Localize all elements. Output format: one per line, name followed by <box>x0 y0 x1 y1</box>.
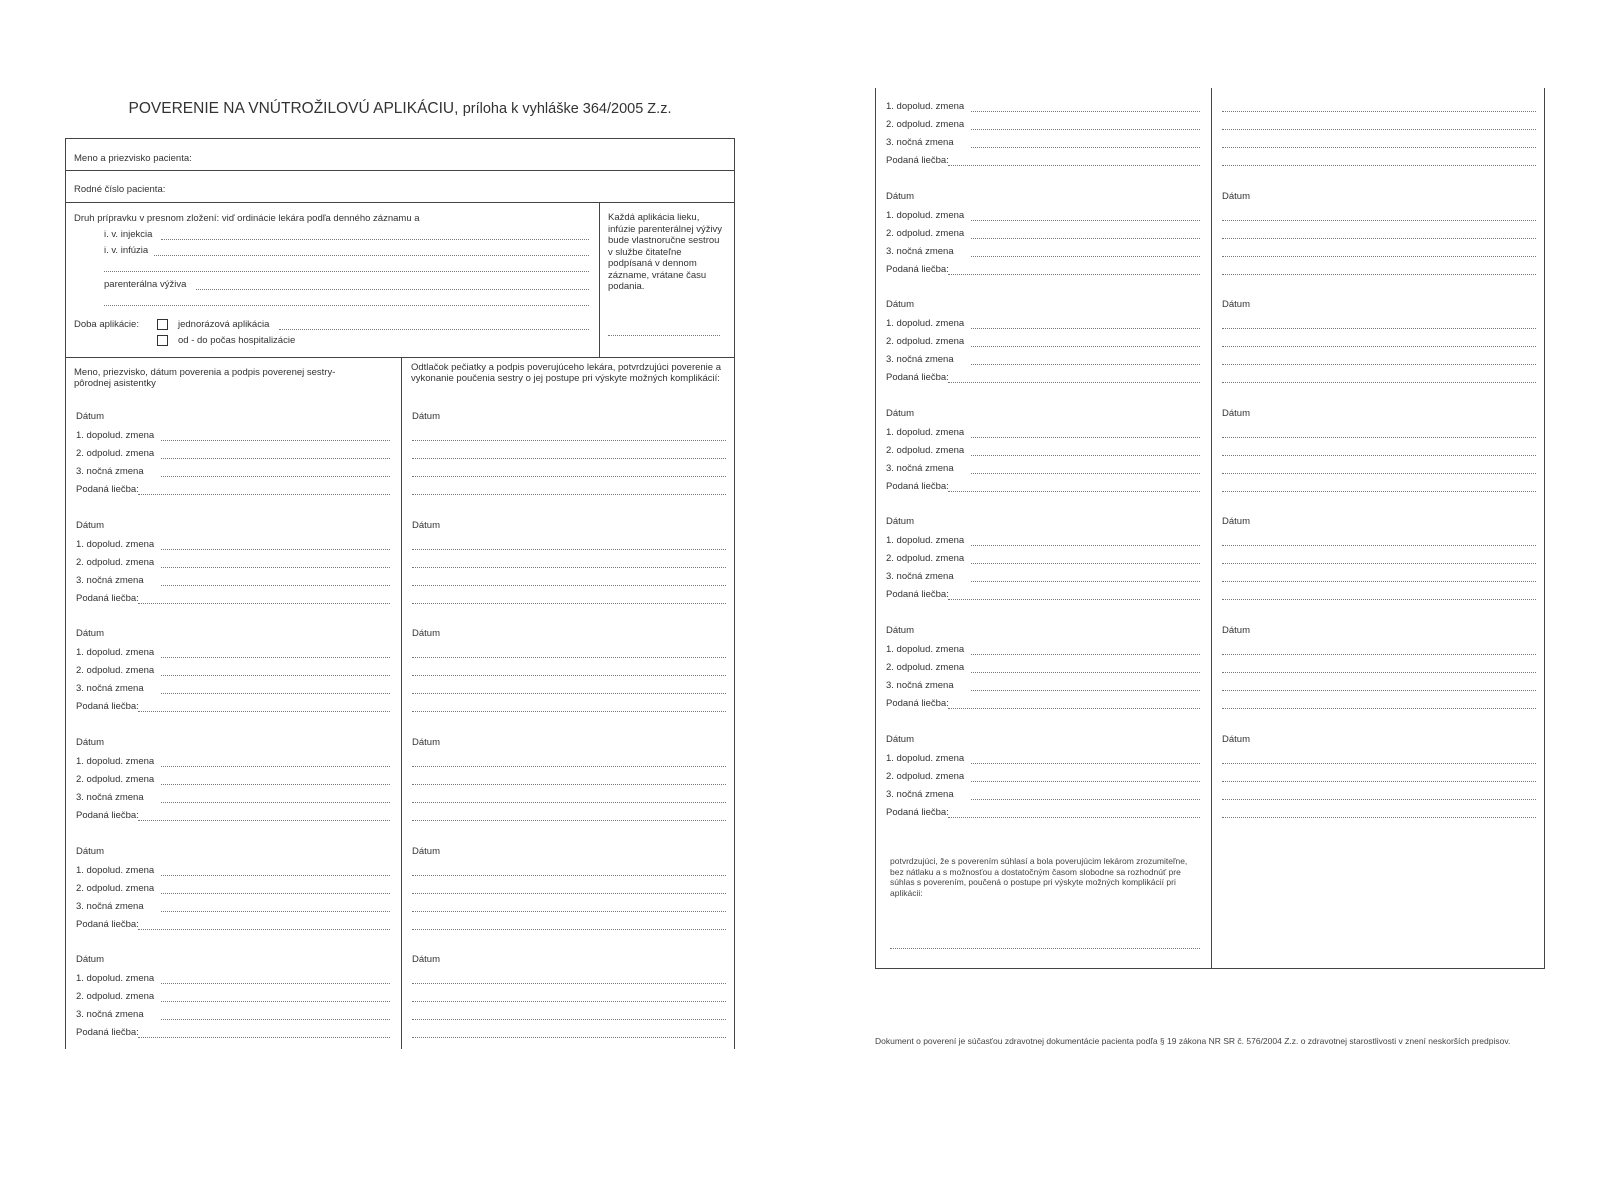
entry-field-treatment[interactable] <box>948 382 1200 383</box>
entry-field-shift1[interactable] <box>971 545 1200 546</box>
entry-field-right-treatment[interactable] <box>1222 817 1536 818</box>
entry-label-shift2: 2. odpolud. zmena <box>76 557 155 568</box>
entry-label-date-right: Dátum <box>412 628 440 639</box>
entry-label-shift3: 3. nočná zmena <box>886 246 954 257</box>
iv-injection-field[interactable] <box>161 239 589 240</box>
entry-field-treatment[interactable] <box>948 599 1200 600</box>
entry-field-shift3[interactable] <box>971 147 1200 148</box>
patient-id-row <box>66 171 734 203</box>
form-left-page <box>65 138 735 1049</box>
blank-line-1[interactable] <box>104 271 589 272</box>
entry-field-right-treatment[interactable] <box>412 494 726 495</box>
entry-field-right-shift2[interactable] <box>412 1001 726 1002</box>
entry-label-date-right: Dátum <box>412 954 440 965</box>
entry-field-shift3[interactable] <box>971 799 1200 800</box>
confirmation-signature-line[interactable] <box>890 948 1200 949</box>
entry-field-right-shift1[interactable] <box>412 657 726 658</box>
single-application-label: jednorázová aplikácia <box>178 319 270 330</box>
entry-label-shift3: 3. nočná zmena <box>886 463 954 474</box>
entry-field-shift2[interactable] <box>971 781 1200 782</box>
entry-label-shift2: 2. odpolud. zmena <box>76 883 155 894</box>
entry-field-right-treatment[interactable] <box>412 603 726 604</box>
entry-label-shift1: 1. dopolud. zmena <box>76 756 155 767</box>
entry-label-shift1: 1. dopolud. zmena <box>886 427 965 438</box>
entry-label-shift2: 2. odpolud. zmena <box>76 991 155 1002</box>
entry-label-date: Dátum <box>886 734 914 745</box>
entry-label-shift3: 3. nočná zmena <box>886 137 954 148</box>
entry-label-shift1: 1. dopolud. zmena <box>76 973 155 984</box>
entry-field-shift3[interactable] <box>971 581 1200 582</box>
entry-field-right-shift1[interactable] <box>1222 328 1536 329</box>
entry-label-shift2: 2. odpolud. zmena <box>886 228 965 239</box>
entry-field-treatment[interactable] <box>948 165 1200 166</box>
entry-label-shift3: 3. nočná zmena <box>76 901 144 912</box>
title-main: POVERENIE NA VNÚTROŽILOVÚ APLIKÁCIU, <box>128 100 459 117</box>
entry-field-shift3[interactable] <box>971 473 1200 474</box>
entry-field-shift3[interactable] <box>971 364 1200 365</box>
entry-label-date: Dátum <box>886 625 914 636</box>
entry-field-treatment[interactable] <box>138 603 390 604</box>
entry-field-right-shift3[interactable] <box>412 476 726 477</box>
entry-field-right-shift2[interactable] <box>412 893 726 894</box>
entry-label-shift2: 2. odpolud. zmena <box>886 771 965 782</box>
entry-label-date: Dátum <box>886 299 914 310</box>
entry-field-shift1[interactable] <box>161 766 390 767</box>
entry-field-right-treatment[interactable] <box>1222 382 1536 383</box>
entry-field-treatment[interactable] <box>138 494 390 495</box>
title-sub: príloha k vyhláške 364/2005 Z.z. <box>462 101 672 117</box>
entry-label-treatment: Podaná liečba: <box>76 919 139 930</box>
entry-field-right-shift3[interactable] <box>412 693 726 694</box>
patient-id-label: Rodné číslo pacienta: <box>74 184 166 195</box>
drug-details <box>66 203 599 357</box>
entry-label-shift1: 1. dopolud. zmena <box>76 539 155 550</box>
hospitalization-checkbox[interactable] <box>157 335 168 346</box>
entry-field-right-shift1[interactable] <box>1222 437 1536 438</box>
entry-field-shift1[interactable] <box>971 763 1200 764</box>
drug-side-note <box>599 203 734 357</box>
entry-field-shift2[interactable] <box>161 784 390 785</box>
entry-field-right-shift2[interactable] <box>1222 346 1536 347</box>
entry-field-shift3[interactable] <box>161 693 390 694</box>
entry-field-right-shift3[interactable] <box>412 802 726 803</box>
side-note-signature-line[interactable] <box>608 335 720 336</box>
parenteral-label: parenterálna výživa <box>104 279 187 290</box>
entry-field-right-shift3[interactable] <box>1222 147 1536 148</box>
entry-label-treatment: Podaná liečba: <box>886 589 949 600</box>
entry-label-treatment: Podaná liečba: <box>76 810 139 821</box>
entry-label-date: Dátum <box>76 411 104 422</box>
entry-field-shift2[interactable] <box>161 893 390 894</box>
entry-field-treatment[interactable] <box>948 274 1200 275</box>
entry-label-shift1: 1. dopolud. zmena <box>886 644 965 655</box>
entry-field-shift1[interactable] <box>161 875 390 876</box>
entry-field-right-shift1[interactable] <box>412 440 726 441</box>
entry-label-shift3: 3. nočná zmena <box>76 466 144 477</box>
right-column-divider <box>1211 88 1212 968</box>
entry-field-treatment[interactable] <box>138 929 390 930</box>
entry-label-shift2: 2. odpolud. zmena <box>886 553 965 564</box>
duration-label: Doba aplikácie: <box>74 319 139 330</box>
entry-label-date: Dátum <box>76 628 104 639</box>
entry-field-shift1[interactable] <box>971 437 1200 438</box>
entry-label-date-right: Dátum <box>412 520 440 531</box>
entry-field-shift1[interactable] <box>161 983 390 984</box>
patient-name-label: Meno a priezvisko pacienta: <box>74 153 192 164</box>
entry-label-date-right: Dátum <box>412 737 440 748</box>
entry-field-right-shift3[interactable] <box>1222 473 1536 474</box>
entry-field-right-treatment[interactable] <box>412 711 726 712</box>
entry-field-right-shift2[interactable] <box>1222 781 1536 782</box>
entry-label-shift3: 3. nočná zmena <box>886 680 954 691</box>
entry-field-right-treatment[interactable] <box>1222 165 1536 166</box>
entry-field-shift3[interactable] <box>161 585 390 586</box>
entry-field-treatment[interactable] <box>948 708 1200 709</box>
entry-field-right-shift1[interactable] <box>1222 111 1536 112</box>
entry-field-treatment[interactable] <box>948 491 1200 492</box>
entry-field-shift3[interactable] <box>161 1019 390 1020</box>
entry-field-shift2[interactable] <box>971 346 1200 347</box>
entry-label-date-right: Dátum <box>412 411 440 422</box>
entry-field-shift1[interactable] <box>161 549 390 550</box>
entry-label-date: Dátum <box>886 516 914 527</box>
entry-label-shift3: 3. nočná zmena <box>886 354 954 365</box>
drug-section <box>66 203 734 358</box>
entry-label-treatment: Podaná liečba: <box>76 593 139 604</box>
entry-field-right-shift3[interactable] <box>1222 799 1536 800</box>
column-divider <box>401 358 402 1049</box>
entry-field-shift1[interactable] <box>971 328 1200 329</box>
entry-label-date-right: Dátum <box>1222 625 1250 636</box>
entry-field-shift3[interactable] <box>161 911 390 912</box>
entry-label-date-right: Dátum <box>1222 516 1250 527</box>
entry-label-shift2: 2. odpolud. zmena <box>76 665 155 676</box>
entry-field-shift2[interactable] <box>161 675 390 676</box>
parenteral-field[interactable] <box>196 289 589 290</box>
entry-field-right-shift3[interactable] <box>412 911 726 912</box>
entry-label-shift3: 3. nočná zmena <box>886 571 954 582</box>
entry-field-shift1[interactable] <box>161 440 390 441</box>
entry-label-shift1: 1. dopolud. zmena <box>886 753 965 764</box>
entry-label-date: Dátum <box>886 191 914 202</box>
entry-field-right-treatment[interactable] <box>1222 274 1536 275</box>
entry-field-shift2[interactable] <box>971 455 1200 456</box>
entry-field-right-shift3[interactable] <box>1222 581 1536 582</box>
entry-label-date-right: Dátum <box>1222 734 1250 745</box>
entry-field-shift2[interactable] <box>161 1001 390 1002</box>
entry-field-right-shift2[interactable] <box>1222 129 1536 130</box>
entry-label-shift3: 3. nočná zmena <box>76 792 144 803</box>
entry-label-shift1: 1. dopolud. zmena <box>886 210 965 221</box>
blank-line-2[interactable] <box>104 305 589 306</box>
hospitalization-label: od - do počas hospitalizácie <box>178 335 296 346</box>
entry-label-shift2: 2. odpolud. zmena <box>886 119 965 130</box>
entry-field-right-treatment[interactable] <box>412 929 726 930</box>
side-note-text: Každá aplikácia lieku, infúzie parenterálnej výživy bude vlastnoručne sestrou v službe čitateľne podpísaná v dennom zázname, vrátane času podania. <box>608 212 723 292</box>
entry-label-shift2: 2. odpolud. zmena <box>886 662 965 673</box>
column2-header: Odtlačok pečiatky a podpis poverujúceho lekára, potvrdzujúci poverenie a vykonanie poučenia sestry o jej postupe pri výskyte možných komplikácií: <box>411 362 721 384</box>
entry-label-treatment: Podaná liečba: <box>886 481 949 492</box>
entry-field-right-shift1[interactable] <box>412 549 726 550</box>
entry-label-treatment: Podaná liečba: <box>76 484 139 495</box>
entry-field-right-treatment[interactable] <box>1222 708 1536 709</box>
entry-label-shift1: 1. dopolud. zmena <box>76 430 155 441</box>
entry-field-right-treatment[interactable] <box>412 1037 726 1038</box>
drug-label: Druh prípravku v presnom zložení: viď ordinácie lekára podľa denného záznamu a <box>74 213 420 224</box>
entry-field-right-shift2[interactable] <box>1222 238 1536 239</box>
entry-field-treatment[interactable] <box>138 711 390 712</box>
entry-label-date: Dátum <box>886 408 914 419</box>
entry-label-treatment: Podaná liečba: <box>76 1027 139 1038</box>
entry-field-shift2[interactable] <box>971 129 1200 130</box>
entry-field-shift3[interactable] <box>971 256 1200 257</box>
entry-field-right-shift2[interactable] <box>412 675 726 676</box>
entry-field-shift3[interactable] <box>971 690 1200 691</box>
entry-label-date: Dátum <box>76 846 104 857</box>
entry-field-treatment[interactable] <box>138 820 390 821</box>
entry-label-shift2: 2. odpolud. zmena <box>886 336 965 347</box>
entry-field-shift3[interactable] <box>161 802 390 803</box>
entry-label-shift3: 3. nočná zmena <box>76 683 144 694</box>
entry-field-right-treatment[interactable] <box>1222 491 1536 492</box>
entry-field-shift1[interactable] <box>161 657 390 658</box>
entry-label-date-right: Dátum <box>1222 299 1250 310</box>
entry-label-shift3: 3. nočná zmena <box>76 1009 144 1020</box>
entry-label-date-right: Dátum <box>1222 191 1250 202</box>
entry-field-shift3[interactable] <box>161 476 390 477</box>
entry-field-right-shift1[interactable] <box>412 983 726 984</box>
patient-name-row <box>66 139 734 171</box>
entry-label-date: Dátum <box>76 954 104 965</box>
entry-field-right-shift2[interactable] <box>412 567 726 568</box>
entry-label-treatment: Podaná liečba: <box>886 372 949 383</box>
entry-field-shift1[interactable] <box>971 111 1200 112</box>
entry-label-date: Dátum <box>76 737 104 748</box>
entry-field-right-shift1[interactable] <box>412 875 726 876</box>
iv-infusion-field[interactable] <box>154 255 589 256</box>
entry-field-shift2[interactable] <box>971 672 1200 673</box>
entry-field-shift2[interactable] <box>971 238 1200 239</box>
entry-field-right-shift3[interactable] <box>1222 364 1536 365</box>
entry-field-shift1[interactable] <box>971 654 1200 655</box>
single-application-field[interactable] <box>279 329 589 330</box>
entry-field-right-shift1[interactable] <box>412 766 726 767</box>
entry-label-shift1: 1. dopolud. zmena <box>76 647 155 658</box>
entry-field-right-shift1[interactable] <box>1222 545 1536 546</box>
entry-label-date-right: Dátum <box>412 846 440 857</box>
entry-label-shift1: 1. dopolud. zmena <box>886 535 965 546</box>
entry-field-treatment[interactable] <box>138 1037 390 1038</box>
entry-field-right-shift3[interactable] <box>1222 690 1536 691</box>
entry-label-shift2: 2. odpolud. zmena <box>76 774 155 785</box>
entry-label-shift1: 1. dopolud. zmena <box>76 865 155 876</box>
entry-label-shift3: 3. nočná zmena <box>886 789 954 800</box>
entry-label-treatment: Podaná liečba: <box>886 155 949 166</box>
entry-field-right-shift1[interactable] <box>1222 220 1536 221</box>
form-right-page <box>875 88 1545 969</box>
entry-label-treatment: Podaná liečba: <box>886 264 949 275</box>
entry-field-right-shift1[interactable] <box>1222 763 1536 764</box>
entry-field-shift2[interactable] <box>971 563 1200 564</box>
entry-field-shift1[interactable] <box>971 220 1200 221</box>
entry-field-right-shift3[interactable] <box>1222 256 1536 257</box>
entry-label-date: Dátum <box>76 520 104 531</box>
entry-field-right-shift2[interactable] <box>412 784 726 785</box>
entry-field-right-shift2[interactable] <box>412 458 726 459</box>
entry-label-shift1: 1. dopolud. zmena <box>886 101 965 112</box>
entry-label-date-right: Dátum <box>1222 408 1250 419</box>
entry-field-right-shift3[interactable] <box>412 585 726 586</box>
entry-field-right-shift1[interactable] <box>1222 654 1536 655</box>
entry-field-right-shift2[interactable] <box>1222 672 1536 673</box>
single-application-checkbox[interactable] <box>157 319 168 330</box>
entry-field-shift2[interactable] <box>161 567 390 568</box>
entry-field-shift2[interactable] <box>161 458 390 459</box>
entry-field-treatment[interactable] <box>948 817 1200 818</box>
entry-label-shift1: 1. dopolud. zmena <box>886 318 965 329</box>
entry-label-shift2: 2. odpolud. zmena <box>886 445 965 456</box>
entry-field-right-shift2[interactable] <box>1222 563 1536 564</box>
entry-field-right-shift2[interactable] <box>1222 455 1536 456</box>
entry-label-treatment: Podaná liečba: <box>76 701 139 712</box>
page-title <box>65 100 735 118</box>
entry-label-shift3: 3. nočná zmena <box>76 575 144 586</box>
footer-note: Dokument o poverení je súčasťou zdravotnej dokumentácie pacienta podľa § 19 zákona NR SR č. 576/2004 Z.z. o zdravotnej starostlivosti v znení neskorších predpisov. <box>875 1036 1511 1046</box>
iv-infusion-label: i. v. infúzia <box>104 245 149 256</box>
confirmation-text: potvrdzujúci, že s poverením súhlasí a bola poverujúcim lekárom zrozumiteľne, bez nátlaku a s možnosťou a dostatočným časom slobodne sa rozhodnúť pre súhlas s poverením, poučená o postupe pri výskyte možných komplikácií pri aplikácii: <box>890 856 1188 898</box>
iv-injection-label: i. v. injekcia <box>104 229 153 240</box>
entry-field-right-treatment[interactable] <box>1222 599 1536 600</box>
column1-header: Meno, priezvisko, dátum poverenia a podpis poverenej sestry- pôrodnej asistentky <box>74 367 336 389</box>
entry-field-right-treatment[interactable] <box>412 820 726 821</box>
entry-label-shift2: 2. odpolud. zmena <box>76 448 155 459</box>
entry-label-treatment: Podaná liečba: <box>886 807 949 818</box>
entry-field-right-shift3[interactable] <box>412 1019 726 1020</box>
entry-label-treatment: Podaná liečba: <box>886 698 949 709</box>
